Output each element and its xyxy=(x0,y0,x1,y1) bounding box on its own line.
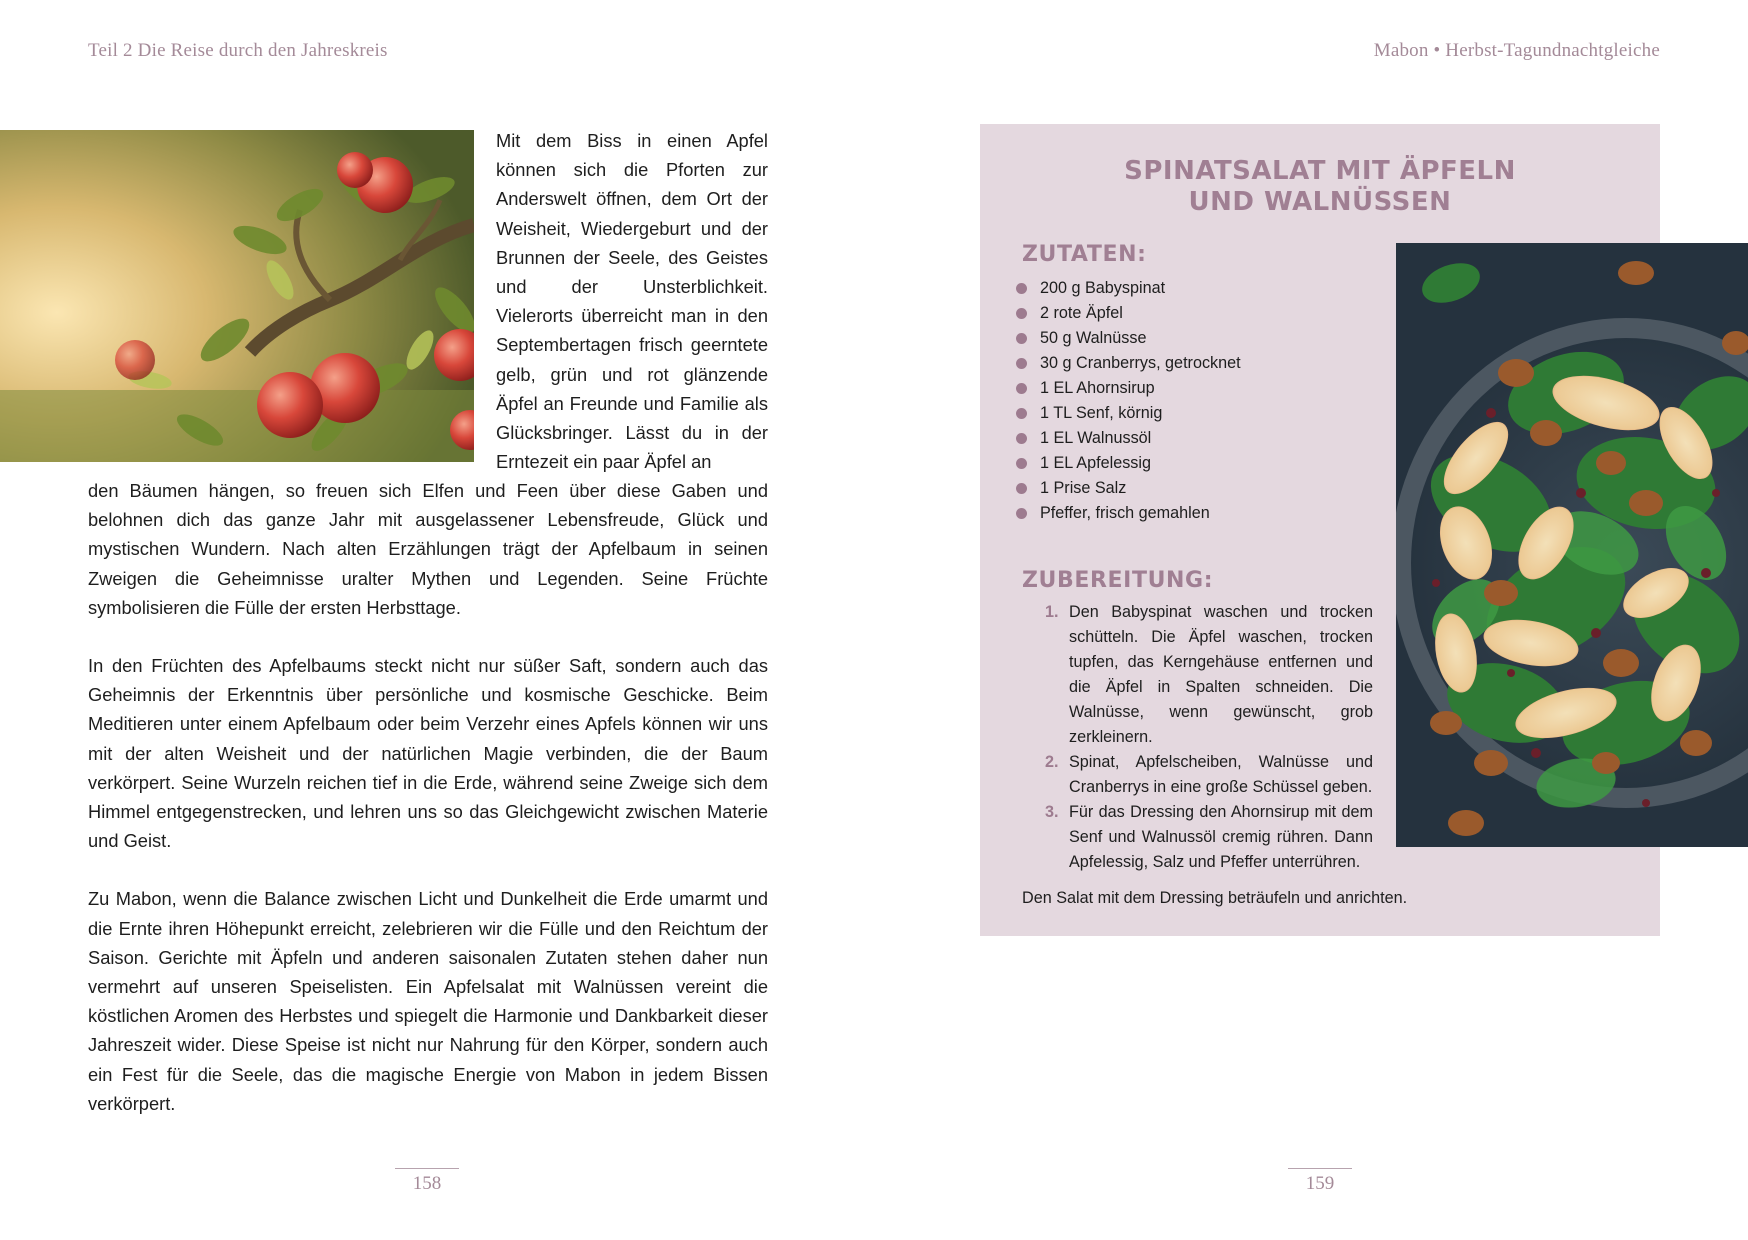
ingredient-item: 1 EL Apfelessig xyxy=(1016,451,1376,476)
ingredient-item: Pfeffer, frisch gemahlen xyxy=(1016,501,1376,526)
step-number: 3. xyxy=(1045,803,1059,821)
running-head-left: Teil 2 Die Reise durch den Jahreskreis xyxy=(88,40,388,61)
step-text: Den Babyspinat waschen und trocken schütteln. Die Äpfel waschen, trocken tupfen, das Kerngehäuse entfernen und die Äpfel in Spalten schneiden. Die Walnüsse, wenn gewünscht, grob zerkleinern. xyxy=(1069,603,1373,746)
ingredient-item: 1 TL Senf, körnig xyxy=(1016,401,1376,426)
page-number-right: 159 xyxy=(1288,1168,1352,1195)
bullet-icon xyxy=(1016,333,1027,344)
step-text: Spinat, Apfelscheiben, Walnüsse und Cranberrys in eine große Schüssel geben. xyxy=(1069,753,1373,796)
ingredients-list xyxy=(1016,276,1376,526)
closing-instruction: Den Salat mit dem Dressing beträufeln und anrichten. xyxy=(1022,889,1408,907)
bullet-icon xyxy=(1016,483,1027,494)
step-item xyxy=(1040,800,1373,875)
recipe-title xyxy=(1000,156,1640,218)
ingredient-item: 1 EL Walnussöl xyxy=(1016,426,1376,451)
spinach-salad-photo xyxy=(1396,243,1748,847)
step-text: Für das Dressing den Ahornsirup mit dem Senf und Walnussöl cremig rühren. Dann Apfelessig, Salz und Pfeffer unterrühren. xyxy=(1069,803,1373,871)
running-head-right: Mabon • Herbst-Tagundnachtgleiche xyxy=(1373,40,1660,61)
bullet-icon xyxy=(1016,508,1027,519)
ingredient-item: 1 Prise Salz xyxy=(1016,476,1376,501)
ingredient-item: 200 g Babyspinat xyxy=(1016,276,1376,301)
ingredient-item: 50 g Walnüsse xyxy=(1016,326,1376,351)
bullet-icon xyxy=(1016,383,1027,394)
apple-tree-photo xyxy=(0,130,474,462)
bullet-icon xyxy=(1016,358,1027,369)
main-text-column xyxy=(88,476,768,1147)
bullet-icon xyxy=(1016,308,1027,319)
ingredients-heading: ZUTATEN: xyxy=(1022,242,1147,267)
preparation-steps xyxy=(1040,600,1373,875)
bullet-icon xyxy=(1016,433,1027,444)
recipe-title-line2: UND WALNÜSSEN xyxy=(1188,187,1452,217)
preparation-heading: ZUBEREITUNG: xyxy=(1022,568,1214,593)
recipe-title-line1: SPINATSALAT MIT ÄPFELN xyxy=(1124,156,1516,186)
ingredient-item: 2 rote Äpfel xyxy=(1016,301,1376,326)
step-item xyxy=(1040,600,1373,750)
bullet-icon xyxy=(1016,283,1027,294)
step-number: 2. xyxy=(1045,753,1059,771)
paragraph-3: Zu Mabon, wenn die Balance zwischen Licht und Dunkelheit die Erde umarmt und die Ernte ihren Höhepunkt erreicht, zelebrieren wir die Fülle und den Reichtum der Saison. Gerichte mit Äpfeln und anderen saisonalen Zutaten stehen daher nun vermehrt auf unseren Speiselisten. Ein Apfelsalat mit Walnüssen vereint die köstlichen Aromen des Herbstes und spiegelt die Harmonie und Dankbarkeit dieser Jahreszeit wider. Diese Speise ist nicht nur Nahrung für den Körper, sondern auch ein Fest für die Seele, das die magische Energie von Mabon in jedem Bissen verkörpert. xyxy=(88,888,768,1114)
bullet-icon xyxy=(1016,458,1027,469)
step-item xyxy=(1040,750,1373,800)
intro-wrapped-text: Mit dem Biss in einen Apfel können sich die Pforten zur Anderswelt öffnen, dem Ort der Weisheit, Wiedergeburt und der Brunnen der Seele, des Geistes und der Unsterblichkeit. Vielerorts überreicht man in den Septembertagen frisch geerntete gelb, grün und rot glänzende Äpfel an Freunde und Familie als Glücksbringer. Lässt du in der Erntezeit ein paar Äpfel an xyxy=(496,130,768,473)
ingredient-item: 30 g Cranberrys, getrocknet xyxy=(1016,351,1376,376)
paragraph-1: den Bäumen hängen, so freuen sich Elfen und Feen über diese Gaben und belohnen dich das ganze Jahr mit ausgelassener Lebensfreude, Glück und mystischen Wundern. Nach alten Erzählungen trägt der Apfelbaum in seinen Zweigen die Geheimnisse uralter Mythen und Legenden. Seine Früchte symbolisieren die Fülle der ersten Herbsttage. xyxy=(88,480,768,618)
paragraph-2: In den Früchten des Apfelbaums steckt nicht nur süßer Saft, sondern auch das Geheimnis der Erkenntnis über persönliche und kosmische Geschicke. Beim Meditieren unter einem Apfelbaum oder beim Verzehr eines Apfels können wir uns mit der alten Weisheit und der natürlichen Magie verbinden, die der Baum verkörpert. Seine Wurzeln reichen tief in die Erde, während seine Zweige sich dem Himmel entgegenstrecken, und lehren uns so das Gleichgewicht zwischen Materie und Geist. xyxy=(88,655,768,852)
page-number-left: 158 xyxy=(395,1168,459,1195)
step-number: 1. xyxy=(1045,603,1059,621)
ingredient-item: 1 EL Ahornsirup xyxy=(1016,376,1376,401)
bullet-icon xyxy=(1016,408,1027,419)
